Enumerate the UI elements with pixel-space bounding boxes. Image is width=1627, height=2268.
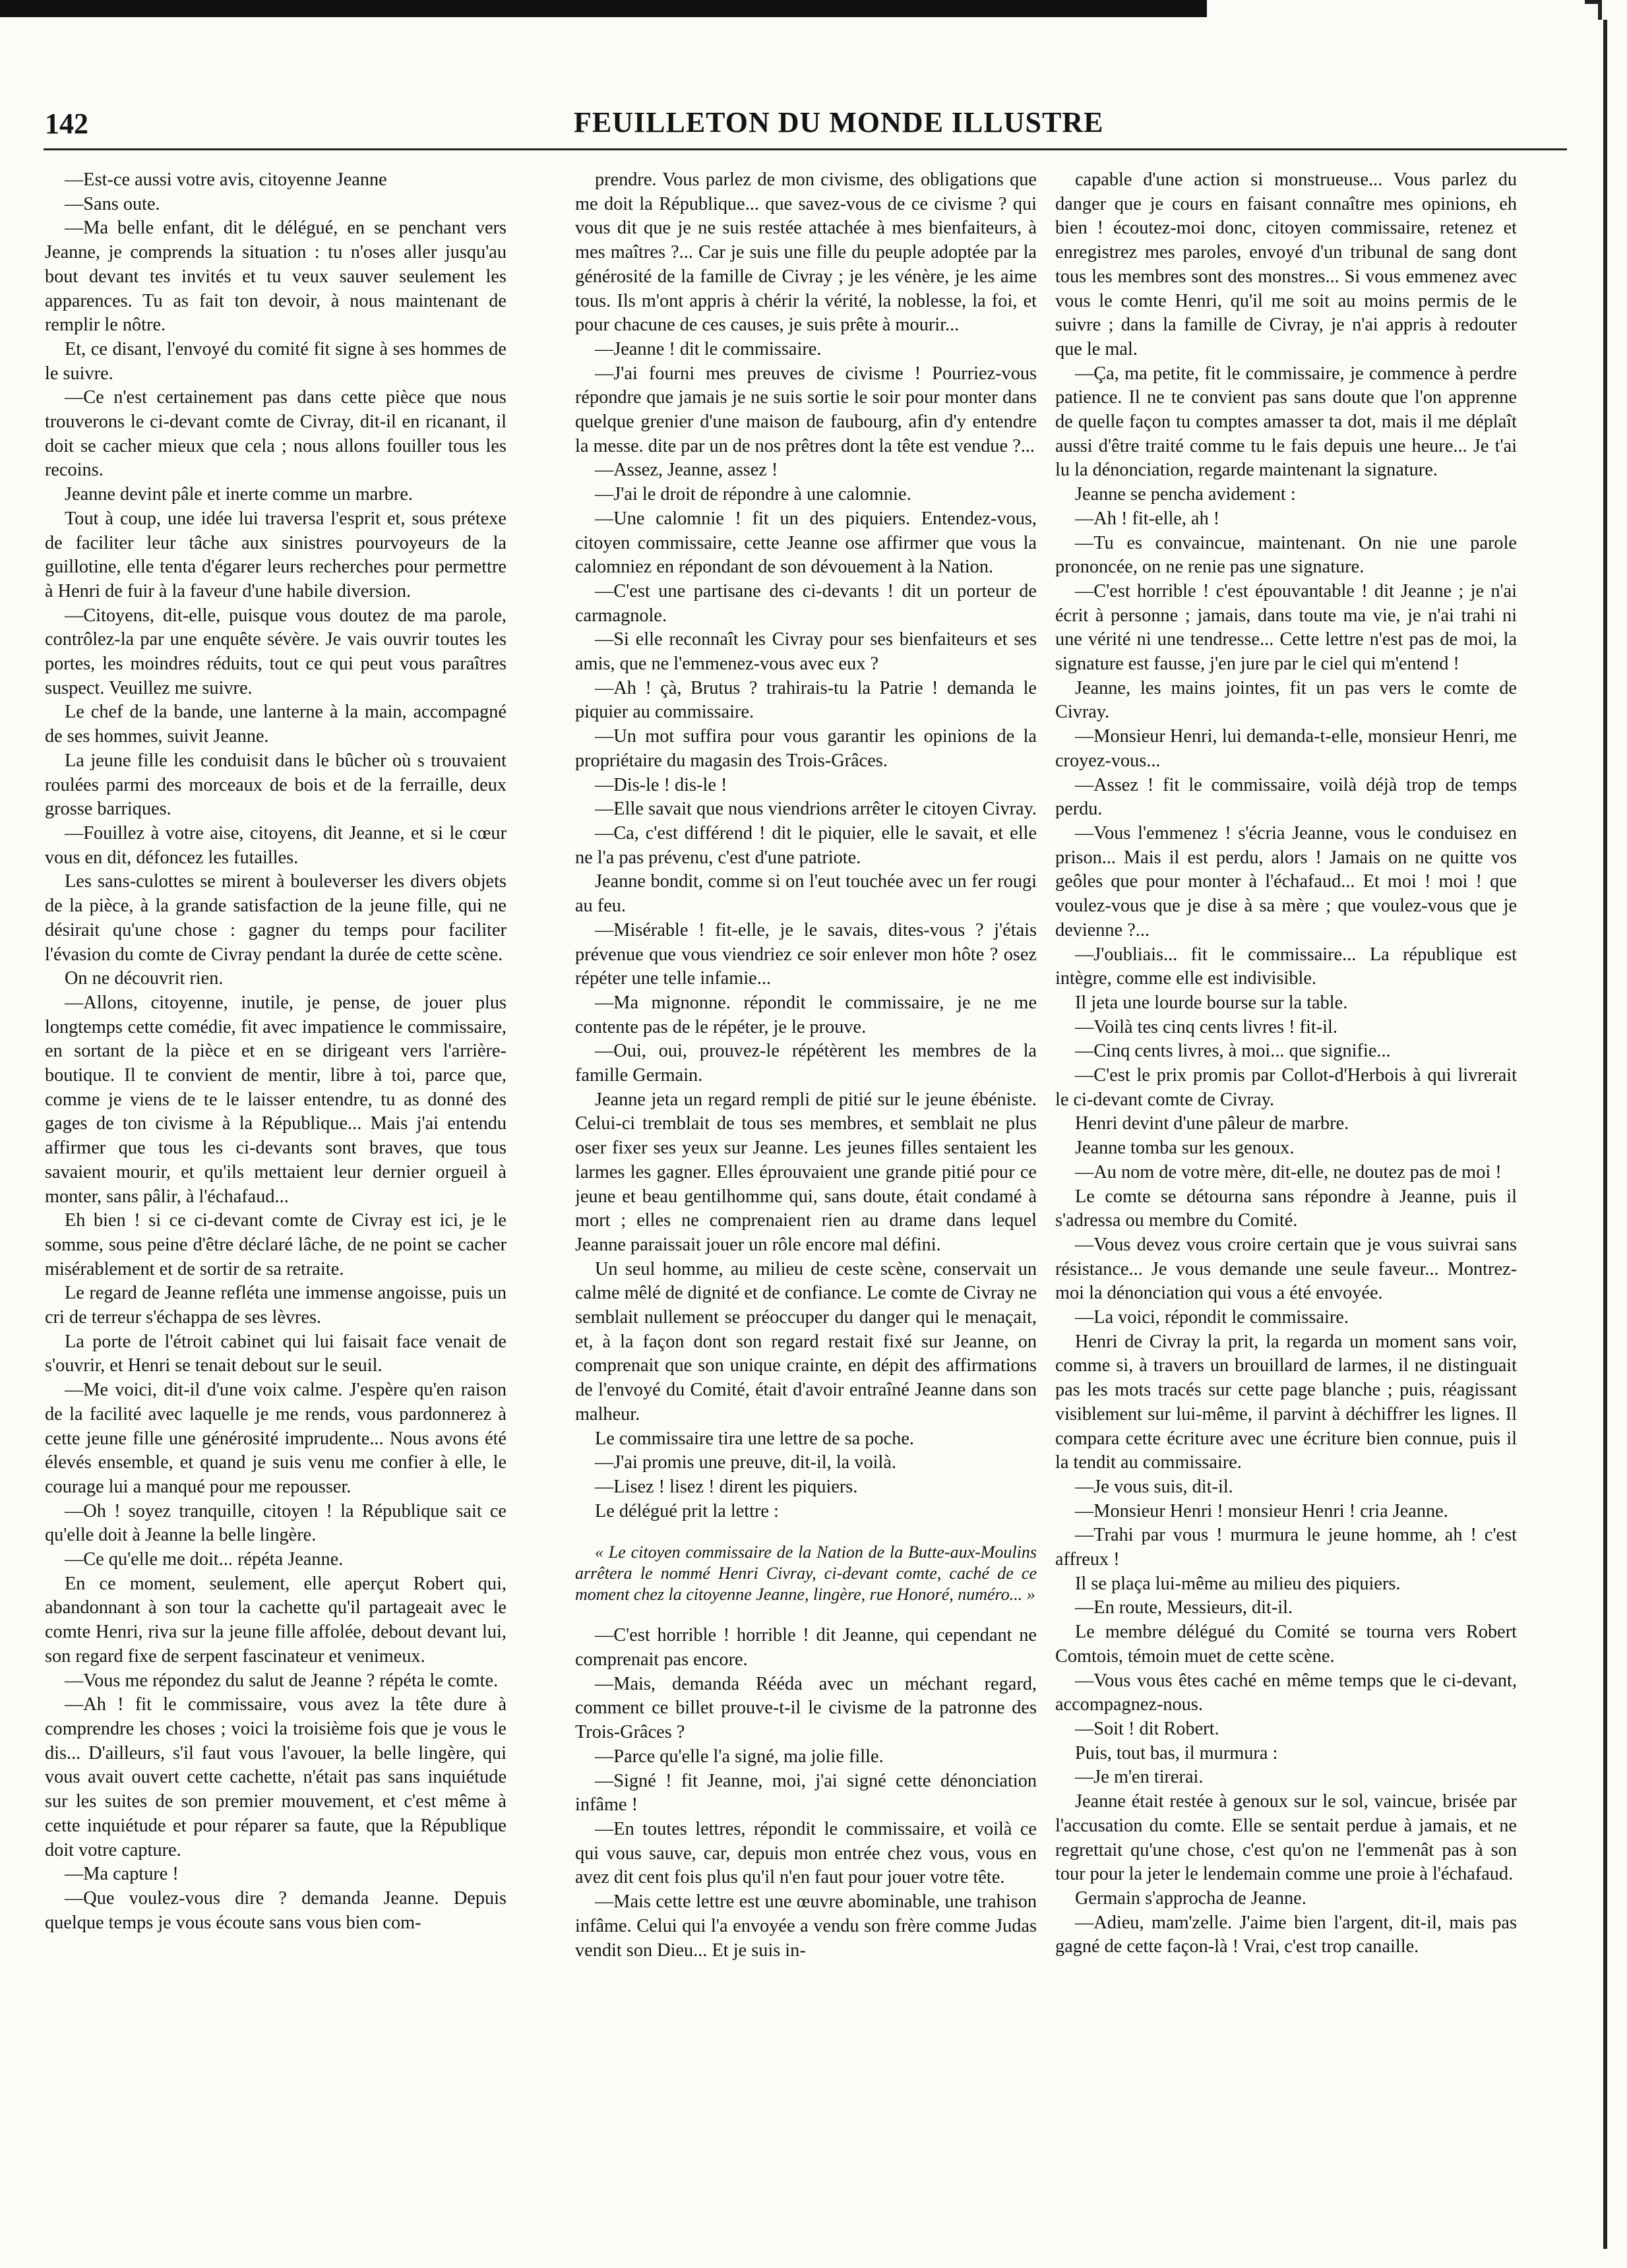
text-column-1: [45, 168, 507, 2206]
paragraph: Jeanne, les mains jointes, fit un pas vers le comte de Civray.: [1055, 677, 1517, 723]
paragraph: —Ah ! fit-elle, ah !: [1075, 508, 1220, 529]
paragraph: capable d'une action si monstrueuse... Vous parlez du danger que je cours en faisant connaître mes opinions, eh bien ! écoutez-moi donc, citoyen commissaire, retenez et enregistrez mes paroles, envoyé d'un tribunal de sang dont tous les membres sont des monstres... Si vous emmenez avec vous le comte Henri, qu'il me soit au moins permis de le suivre ; dans la famille de Civray, je n'ai appris à redouter que le mal.: [1055, 169, 1517, 359]
header-rule: [44, 148, 1567, 150]
running-head-title: FEUILLETON DU MONDE ILLUSTRE: [574, 106, 1104, 138]
paragraph: —Au nom de votre mère, dit-elle, ne doutez pas de moi !: [1075, 1161, 1502, 1182]
paragraph: —Sans oute.: [65, 193, 160, 214]
paragraph: —Elle savait que nous viendrions arrêter le citoyen Civray.: [595, 799, 1037, 820]
paragraph: Le commissaire tira une lettre de sa poche.: [595, 1428, 914, 1449]
paragraph: —Voilà tes cinq cents livres ! fit-il.: [1075, 1016, 1337, 1037]
paragraph: —Adieu, mam'zelle. J'aime bien l'argent, dit-il, mais pas gagné de cette façon-là ! Vrai, c'est trop canaille.: [1055, 1912, 1517, 1957]
paragraph: —Jeanne ! dit le commissaire.: [595, 338, 822, 359]
paragraph: Jeanne tomba sur les genoux.: [1075, 1138, 1295, 1159]
paragraph: —Un mot suffira pour vous garantir les opinions de la propriétaire du magasin des Trois-Grâces.: [575, 726, 1037, 771]
paragraph: —Ce n'est certainement pas dans cette pièce que nous trouverons le ci-devant comte de Civray, dit-il en ricanant, il doit se cacher mieux que cela ; nous allons fouiller tous les recoins.: [45, 387, 507, 481]
page-edge-binding: [1585, 0, 1624, 2268]
paragraph: —Misérable ! fit-elle, je le savais, dites-vous ? j'étais prévenue que vous viendriez ce soir enlever mon hôte ? osez répéter une telle infamie...: [575, 919, 1037, 989]
paragraph: —Si elle reconnaît les Civray pour ses bienfaiteurs et ses amis, que ne l'emmenez-vous avec eux ?: [575, 629, 1037, 675]
paragraph: —Ah ! çà, Brutus ? trahirais-tu la Patrie ! demanda le piquier au commissaire.: [575, 677, 1037, 723]
paragraph: —Mais cette lettre est une œuvre abominable, une trahison infâme. Celui qui l'a envoyée a vendu son frère comme Judas vendit son Dieu... Et je suis in-: [575, 1891, 1037, 1961]
paragraph: —J'ai le droit de répondre à une calomnie.: [595, 484, 911, 505]
paragraph: —C'est horrible ! horrible ! dit Jeanne, qui cependant ne comprenait pas encore.: [575, 1625, 1037, 1670]
paragraph: —Ma belle enfant, dit le délégué, en se penchant vers Jeanne, je comprends la situation : tu n'oses aller jusqu'au bout devant tes invités et tu veux sauver seulement les apparences. Tu as fait ton devoir, à nous maintenant de remplir le nôtre.: [45, 218, 507, 336]
paragraph: —Lisez ! lisez ! dirent les piquiers.: [595, 1476, 858, 1497]
paragraph: Le regard de Jeanne refléta une immense angoisse, puis un cri de terreur s'échappa de ses lèvres.: [45, 1283, 507, 1328]
paragraph: —C'est horrible ! c'est épouvantable ! dit Jeanne ; je n'ai écrit à personne ; jamais, dans toute ma vie, je n'ai trahi ni une vérité ni une tendresse... Cette lettre n'est pas de moi, la signature est fausse, j'en jure par le ciel qui m'entend !: [1055, 580, 1517, 675]
paragraph: On ne découvrit rien.: [65, 968, 224, 989]
paragraph: Le comte se détourna sans répondre à Jeanne, puis il s'adressa ou membre du Comité.: [1055, 1186, 1517, 1231]
paragraph: Le délégué prit la lettre :: [595, 1500, 779, 1521]
paragraph: —J'ai promis une preuve, dit-il, la voilà.: [595, 1452, 896, 1473]
paragraph: —Ça, ma petite, fit le commissaire, je commence à perdre patience. Il ne te convient pas sans doute que l'on apprenne de quelle façon tu comptes amasser ta dot, mais il me déplaît aussi d'être traité comme tu le fais depuis une heure... Je t'ai lu la dénonciation, regarde maintenant la signature.: [1055, 363, 1517, 481]
paragraph: Eh bien ! si ce ci-devant comte de Civray est ici, je le somme, sous peine d'être déclaré lâche, de ne point se cacher misérablement et de sortir de sa retraite.: [45, 1210, 507, 1279]
paragraph: —Soit ! dit Robert.: [1075, 1719, 1219, 1739]
paragraph: prendre. Vous parlez de mon civisme, des obligations que me doit la République... que savez-vous de ce civisme ? qui vous dit que je ne suis restée attachée à mes bienfaiteurs, à mes maîtres ?... Car je suis une fille du peuple adoptée par la générosité de la famille de Civray ; je les vénère, je les aime tous. Ils m'ont appris à chérir la vérité, la noblesse, la foi, et pour chacune de ces causes, je suis prête à mourir...: [575, 169, 1037, 336]
paragraph: Tout à coup, une idée lui traversa l'esprit et, sous prétexe de faciliter leur tâche aux sinistres pourvoyeurs de la guillotine, elle tenta d'égarer leurs recherches pour permettre à Henri de fuir à la faveur d'une habile diversion.: [45, 508, 507, 601]
paragraph: —Je m'en tirerai.: [1075, 1767, 1204, 1788]
paragraph: —Ma mignonne. répondit le commissaire, je ne me contente pas de le répéter, je le prouve.: [575, 992, 1037, 1037]
paragraph: —Vous vous êtes caché en même temps que le ci-devant, accompagnez-nous.: [1055, 1670, 1517, 1715]
paragraph: —C'est le prix promis par Collot-d'Herbois à qui livrerait le ci-devant comte de Civray.: [1055, 1065, 1517, 1110]
edge-rule: [1603, 20, 1607, 2249]
paragraph: —En toutes lettres, répondit le commissaire, et voilà ce qui vous sauve, car, depuis mon entrée chez vous, vous en avez dit cent fois plus qu'il n'en faut pour jouer votre tête.: [575, 1819, 1037, 1888]
paragraph: —Citoyens, dit-elle, puisque vous doutez de ma parole, contrôlez-la par une enquête sévère. Je vais ouvrir toutes les portes, les moindres réduits, tout ce qui peut vous paraîtres suspect. Veuillez me suivre.: [45, 605, 507, 698]
paragraph: Jeanne bondit, comme si on l'eut touchée avec un fer rougi au feu.: [575, 871, 1037, 917]
paragraph: La porte de l'étroit cabinet qui lui faisait face venait de s'ouvrir, et Henri se tenait debout sur le seuil.: [45, 1331, 507, 1376]
paragraph: —Ca, c'est différend ! dit le piquier, elle le savait, et elle ne l'a pas prévenu, c'est d'une patriote.: [575, 822, 1037, 868]
paragraph: —En route, Messieurs, dit-il.: [1075, 1597, 1293, 1618]
paragraph: Puis, tout bas, il murmura :: [1075, 1742, 1278, 1763]
paragraph: —Une calomnie ! fit un des piquiers. Entendez-vous, citoyen commissaire, cette Jeanne ose affirmer que vous la calomniez en répondant de son dévouement à la Nation.: [575, 508, 1037, 578]
paragraph: —Assez ! fit le commissaire, voilà déjà trop de temps perdu.: [1055, 774, 1517, 820]
paragraph: —Signé ! fit Jeanne, moi, j'ai signé cette dénonciation infâme !: [575, 1770, 1037, 1816]
paragraph: —Oh ! soyez tranquille, citoyen ! la République sait ce qu'elle doit à Jeanne la belle lingère.: [45, 1500, 507, 1546]
paragraph: Jeanne se pencha avidement :: [1075, 484, 1296, 505]
paragraph: Henri devint d'une pâleur de marbre.: [1075, 1113, 1349, 1134]
paragraph: Et, ce disant, l'envoyé du comité fit signe à ses hommes de le suivre.: [45, 338, 507, 384]
paragraph: Un seul homme, au milieu de ceste scène, conservait un calme mêlé de dignité et de confiance. Le comte de Civray ne semblait nullement se préoccuper du danger qui le menaçait, et, à la façon dont son regard restait fixé sur Jeanne, on comprenait que son unique crainte, en dépit des affirmations de l'envoyé du Comité, était d'avoir entraîné Jeanne dans son malheur.: [575, 1258, 1037, 1425]
paragraph: —Vous l'emmenez ! s'écria Jeanne, vous le conduisez en prison... Mais il est perdu, alors ! Jamais on ne quitte vos geôles que pour monter à l'échafaud... Et moi ! moi ! que voulez-vous que je dise à sa mère ; que voulez-vous que je devienne ?...: [1055, 822, 1517, 940]
paragraph: —J'oubliais... fit le commissaire... La république est intègre, comme elle est indivisible.: [1055, 944, 1517, 989]
paragraph: —Monsieur Henri, lui demanda-t-elle, monsieur Henri, me croyez-vous...: [1055, 726, 1517, 771]
text-column-2: [575, 168, 1037, 2206]
paragraph: —Oui, oui, prouvez-le répétèrent les membres de la famille Germain.: [575, 1041, 1037, 1086]
paragraph: —Est-ce aussi votre avis, citoyenne Jeanne: [65, 169, 387, 190]
paragraph: —Que voulez-vous dire ? demanda Jeanne. Depuis quelque temps je vous écoute sans vous bien com-: [45, 1887, 507, 1933]
paragraph: Il se plaça lui-même au milieu des piquiers.: [1075, 1573, 1401, 1594]
paragraph: —Me voici, dit-il d'une voix calme. J'espère qu'en raison de la facilité avec laquelle je me rends, vous pardonnerez à cette jeune fille une générosité imprudente... Nous avons été élevés ensemble, et quand je suis venu me confier à elle, le courage lui a manqué pour me repousser.: [45, 1380, 507, 1497]
paragraph: —Cinq cents livres, à moi... que signifie...: [1075, 1041, 1391, 1062]
paragraph: —Monsieur Henri ! monsieur Henri ! cria Jeanne.: [1075, 1500, 1448, 1521]
paragraph: Henri de Civray la prit, la regarda un moment sans voir, comme si, à travers un brouillard de larmes, il ne distinguait pas les mots tracés sur cette page blanche ; puis, réagissant visiblement sur lui-même, il parvint à déchiffrer les lignes. Il compara cette écriture avec une écriture bien connue, puis il la tendit au commissaire.: [1055, 1331, 1517, 1473]
paragraph: —J'ai fourni mes preuves de civisme ! Pourriez-vous répondre que jamais je ne suis sortie le soir pour monter dans quelque grenier d'une maison de faubourg, afin d'y entendre la messe. dite par un de nos prêtres dont la tête est vendue ?...: [575, 363, 1037, 456]
paragraph: Il jeta une lourde bourse sur la table.: [1075, 992, 1348, 1013]
paragraph: —Vous devez vous croire certain que je vous suivrai sans résistance... Je vous demande une seule faveur... Montrez-moi la dénonciation qui vous a été envoyée.: [1055, 1234, 1517, 1304]
paragraph: —Je vous suis, dit-il.: [1075, 1476, 1233, 1497]
paragraph: Jeanne devint pâle et inerte comme un marbre.: [65, 484, 413, 505]
paragraph: —Ce qu'elle me doit... répéta Jeanne.: [65, 1549, 344, 1570]
paragraph: « Le citoyen commissaire de la Nation de la Butte-aux-Moulins arrêtera le nommé Henri Civray, ci-devant comte, caché de ce moment chez la citoyenne Jeanne, lingère, rue Honoré, numéro... »: [575, 1543, 1037, 1605]
paragraph: —Trahi par vous ! murmura le jeune homme, ah ! c'est affreux !: [1055, 1525, 1517, 1570]
paragraph: —Tu es convaincue, maintenant. On nie une parole prononcée, on ne renie pas une signature.: [1055, 532, 1517, 578]
paragraph: Jeanne était restée à genoux sur le sol, vaincue, brisée par l'accusation du comte. Elle se sentait perdue à jamais, et ne regrettait qu'une chose, c'est qu'on ne l'emmenât pas à son tour pour la jeter le lendemain comme une proie à l'échafaud.: [1055, 1791, 1517, 1885]
top-border-bar: [0, 0, 1207, 17]
paragraph: —Dis-le ! dis-le !: [595, 774, 727, 795]
paragraph: —Allons, citoyenne, inutile, je pense, de jouer plus longtemps cette comédie, fit avec impatience le commissaire, en sortant de la pièce et en se dirigeant vers l'arrière-boutique. Il te convient de mentir, libre à toi, parce que, comme je viens de te le laisser entendre, tu as donné des gages de ton civisme à la République... Mais j'ai entendu affirmer que tous les ci-devants sont braves, que tous savaient mourir, et qu'ils mettaient leur dernier orgueil à monter, sans pâlir, à l'échafaud...: [45, 992, 507, 1207]
paragraph: Le chef de la bande, une lanterne à la main, accompagné de ses hommes, suivit Jeanne.: [45, 702, 507, 747]
paragraph: —Mais, demanda Rééda avec un méchant regard, comment ce billet prouve-t-il le civisme de la patronne des Trois-Grâces ?: [575, 1673, 1037, 1743]
paragraph: —Parce qu'elle l'a signé, ma jolie fille.: [595, 1746, 884, 1767]
paragraph: En ce moment, seulement, elle aperçut Robert qui, abandonnant à son tour la cachette qu'il partageait avec le comte Henri, riva sur la jeune fille affolée, debout devant lui, son regard fixe de serpent fascinateur et venimeux.: [45, 1573, 507, 1667]
edge-corner-mark: [1585, 0, 1602, 20]
paragraph: —Vous me répondez du salut de Jeanne ? répéta le comte.: [65, 1670, 499, 1691]
paragraph: —Fouillez à votre aise, citoyens, dit Jeanne, et si le cœur vous en dit, défoncez les futailles.: [45, 822, 507, 868]
paragraph: Le membre délégué du Comité se tourna vers Robert Comtois, témoin muet de cette scène.: [1055, 1622, 1517, 1667]
paragraph: —La voici, répondit le commissaire.: [1075, 1307, 1349, 1328]
paragraph: —Ah ! fit le commissaire, vous avez la tête dure à comprendre les choses ; voici la troisième fois que je vous le dis... D'ailleurs, s'il faut vous l'avouer, la belle lingère, qui vous avait ouvert cette cachette, n'était pas sans inquiétude sur les suites de son premier mouvement, et c'est même à cette inquiétude et pour réparer sa faute, que la République doit votre capture.: [45, 1694, 507, 1860]
text-column-3: [1055, 168, 1517, 2206]
paragraph: —Assez, Jeanne, assez !: [595, 460, 778, 481]
paragraph: —Ma capture !: [65, 1864, 179, 1885]
paragraph: La jeune fille les conduisit dans le bûcher où s trouvaient roulées parmi des morceaux de bois et de la ferraille, deux grosse barriques.: [45, 750, 507, 820]
page-number: 142: [45, 107, 88, 140]
paragraph: Jeanne jeta un regard rempli de pitié sur le jeune ébéniste. Celui-ci tremblait de tous ses membres, et semblait ne plus oser fixer ses yeux sur Jeanne. Les jeunes filles sentaient les larmes les gagner. Elles éprouvaient une grande pitié pour ce jeune et beau gentilhomme qui, sans doute, était condamé à mort ; elles ne comprenaient rien au drame dans lequel Jeanne paraissait jouer un rôle encore mal défini.: [575, 1089, 1037, 1255]
paragraph: —C'est une partisane des ci-devants ! dit un porteur de carmagnole.: [575, 580, 1037, 626]
paragraph: Germain s'approcha de Jeanne.: [1075, 1887, 1306, 1909]
paragraph: Les sans-culottes se mirent à bouleverser les divers objets de la pièce, à la grande satisfaction de la jeune fille, qui ne désirait qu'une chose : gagner du temps pour faciliter l'évasion du comte de Civray pendant la durée de cette scène.: [45, 871, 507, 965]
